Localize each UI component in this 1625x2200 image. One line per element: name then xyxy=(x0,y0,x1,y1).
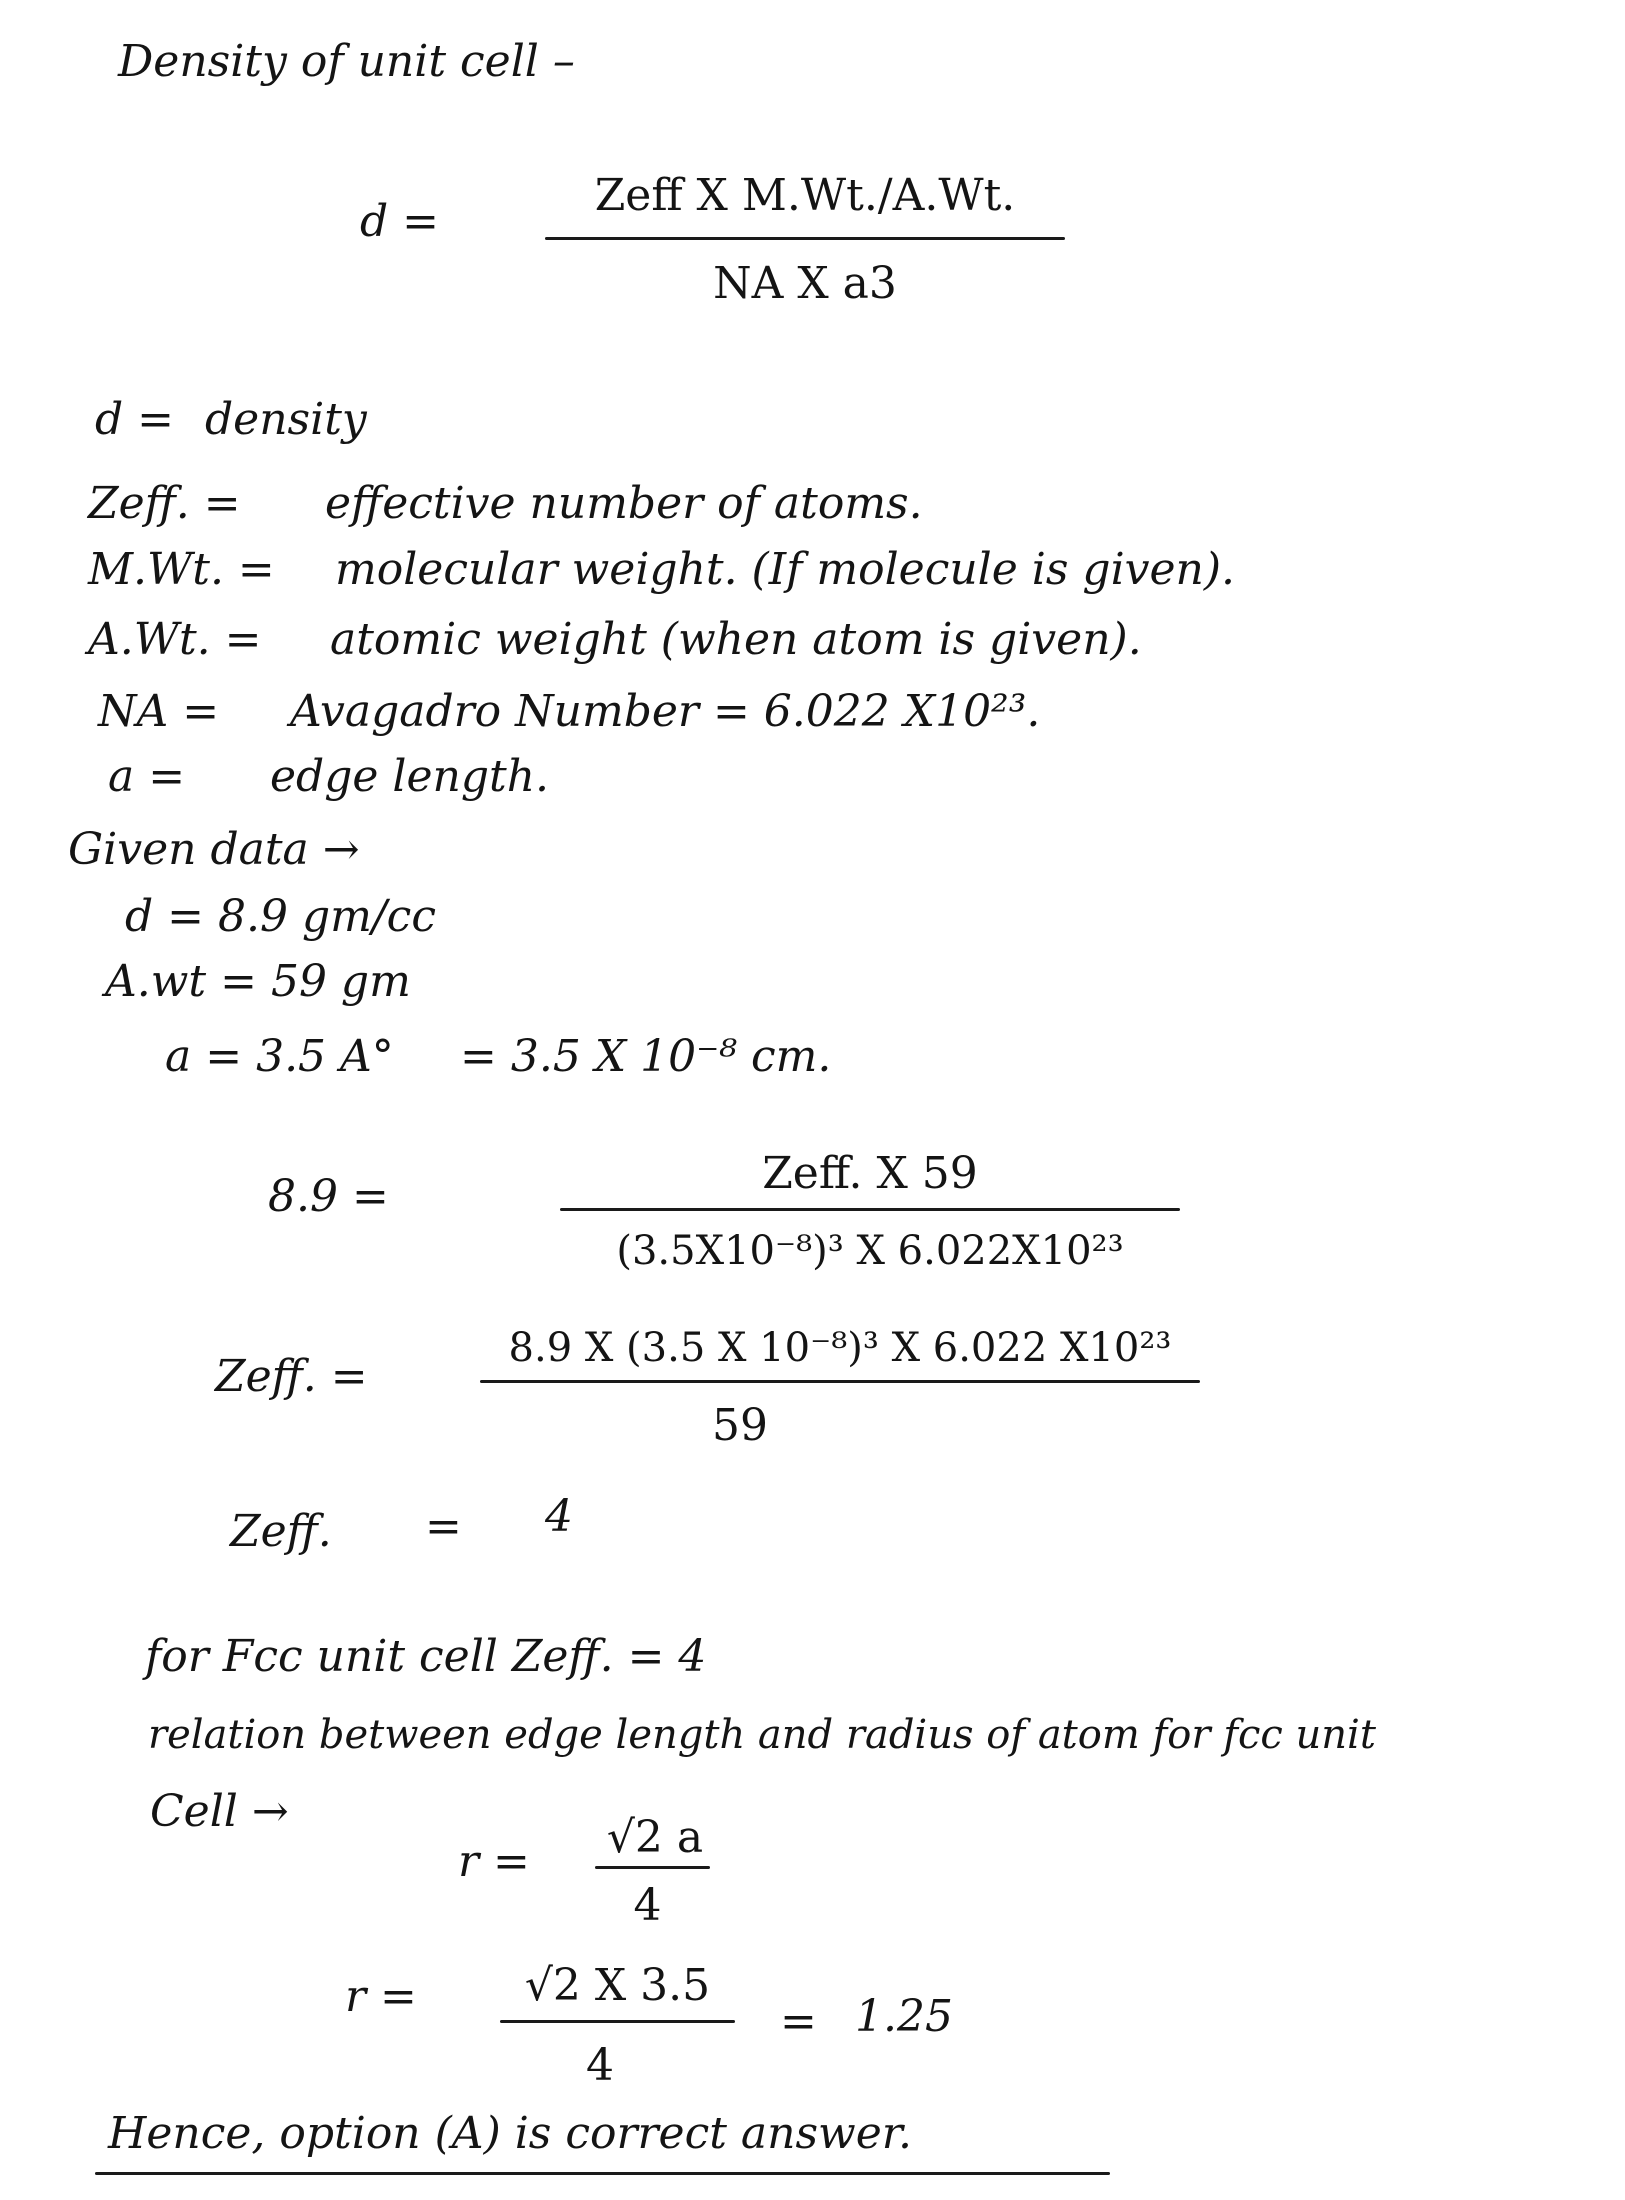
def-awt-symbol: A.Wt. = xyxy=(88,614,262,665)
formula-numerator: Zeff X M.Wt./A.Wt. xyxy=(594,170,1016,221)
def-a-symbol: a = xyxy=(108,751,186,802)
given-edge-length: a = 3.5 A° xyxy=(165,1031,394,1082)
step1-denominator: (3.5X10⁻⁸)³ X 6.022X10²³ xyxy=(616,1228,1124,1274)
page-title: Density of unit cell – xyxy=(118,36,575,87)
def-na-desc: Avagadro Number = 6.022 X10²³. xyxy=(290,686,1041,737)
step2-denominator: 59 xyxy=(712,1400,768,1451)
def-na-symbol: NA = xyxy=(98,686,220,737)
conclusion-underline xyxy=(95,2172,1110,2175)
radius-formula-lhs: r = xyxy=(458,1836,530,1887)
def-zeff-desc: effective number of atoms. xyxy=(325,478,923,529)
given-density: d = 8.9 gm/cc xyxy=(125,891,436,942)
fcc-statement: for Fcc unit cell Zeff. = 4 xyxy=(145,1631,707,1682)
radius-calc-result: 1.25 xyxy=(855,1991,953,2042)
radius-calc-lhs: r = xyxy=(345,1971,417,2022)
def-mwt-desc: molecular weight. (If molecule is given). xyxy=(335,544,1236,595)
step3-lhs: Zeff. xyxy=(230,1506,332,1557)
def-zeff-symbol: Zeff. = xyxy=(88,478,241,529)
conclusion-text: Hence, option (A) is correct answer. xyxy=(108,2108,912,2159)
def-mwt-symbol: M.Wt. = xyxy=(88,544,275,595)
formula-fraction-bar xyxy=(545,237,1065,240)
radius-formula-numerator: √2 a xyxy=(606,1812,704,1863)
step2-fraction-bar xyxy=(480,1380,1200,1383)
def-a-desc: edge length. xyxy=(270,751,550,802)
radius-formula-fraction-bar xyxy=(595,1866,710,1869)
step3-value: 4 xyxy=(545,1491,573,1542)
def-awt-desc: atomic weight (when atom is given). xyxy=(330,614,1142,665)
given-atomic-weight: A.wt = 59 gm xyxy=(105,956,411,1007)
radius-calc-numerator: √2 X 3.5 xyxy=(524,1960,711,2011)
step1-fraction-bar xyxy=(560,1208,1180,1211)
given-edge-length-cm: = 3.5 X 10⁻⁸ cm. xyxy=(460,1031,832,1082)
given-heading: Given data → xyxy=(68,824,360,875)
radius-calc-fraction-bar xyxy=(500,2020,735,2023)
fcc-relation-text: relation between edge length and radius of atom for fcc unit xyxy=(148,1712,1376,1758)
step2-numerator: 8.9 X (3.5 X 10⁻⁸)³ X 6.022 X10²³ xyxy=(508,1325,1172,1371)
radius-formula-denominator: 4 xyxy=(633,1880,662,1931)
fcc-relation-cell: Cell → xyxy=(150,1786,289,1837)
formula-denominator: NA X a3 xyxy=(713,258,897,309)
step1-numerator: Zeff. X 59 xyxy=(762,1148,978,1199)
step2-lhs: Zeff. = xyxy=(215,1351,368,1402)
step1-lhs: 8.9 = xyxy=(268,1171,389,1222)
def-d-symbol: d = xyxy=(95,394,175,445)
radius-calc-equals: = xyxy=(780,1996,817,2047)
step3-equals: = xyxy=(425,1501,462,1552)
def-d-desc: density xyxy=(205,394,367,445)
radius-calc-denominator: 4 xyxy=(586,2040,614,2091)
formula-lhs: d = xyxy=(360,196,440,247)
